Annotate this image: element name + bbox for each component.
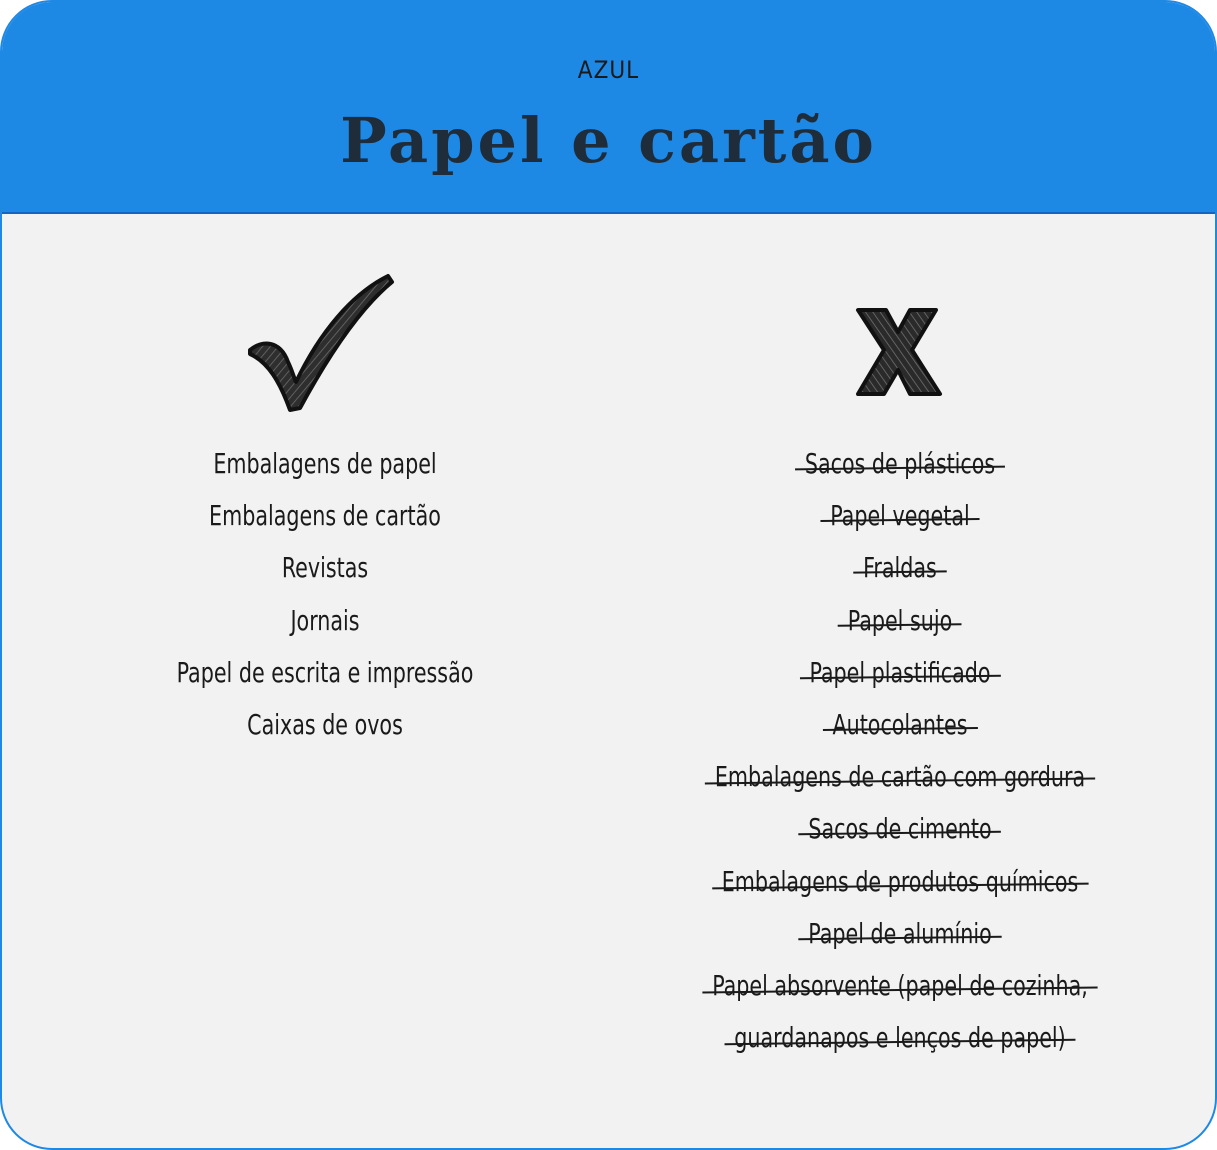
rejected-item [688,438,1111,490]
rejected-item [688,490,1111,542]
rejected-item [688,803,1111,855]
rejected-item-label: Sacos de cimento [799,803,1002,855]
rejected-item [688,699,1111,751]
rejected-item [688,542,1111,594]
rejected-item-label: Papel de alumínio [798,908,1001,960]
rejected-item [688,856,1111,908]
accepted-item: Caixas de ovos [247,707,403,741]
bin-color-label: AZUL [577,56,640,84]
header-banner [2,2,1215,214]
rejected-items-list [688,438,1111,1064]
rejected-item-label: Papel plastificado [800,647,1001,699]
rejected-item [688,647,1111,699]
accepted-item: Revistas [281,551,369,585]
rejected-item [688,595,1111,647]
rejected-item-label: Embalagens de cartão com gordura [705,751,1095,803]
rejected-item [688,908,1111,960]
accepted-item: Jornais [290,603,360,637]
rejected-item-label: Sacos de plásticos [795,438,1005,490]
accepted-item: Embalagens de papel [213,447,437,480]
rejected-item-label: Papel vegetal [820,490,979,542]
check-mark-icon [240,270,400,418]
rejected-item [688,960,1111,1012]
rejected-item-label: Embalagens de produtos químicos [712,856,1088,908]
accepted-item: Embalagens de cartão [209,499,441,533]
page-title: Papel e cartão [340,104,877,177]
rejected-item-label: guardanapos e lenços de papel) [724,1012,1075,1064]
rejected-item-label: Autocolantes [823,699,978,751]
rejected-item [688,751,1111,803]
rejected-item-label: Papel sujo [838,595,962,647]
x-mark-icon [852,304,944,400]
rejected-item [688,1012,1111,1064]
accepted-items-list [134,438,516,751]
accepted-item: Papel de escrita e impressão [176,655,474,689]
rejected-item-label: Fraldas [853,542,946,594]
rejected-item-label: Papel absorvente (papel de cozinha, [702,960,1097,1012]
